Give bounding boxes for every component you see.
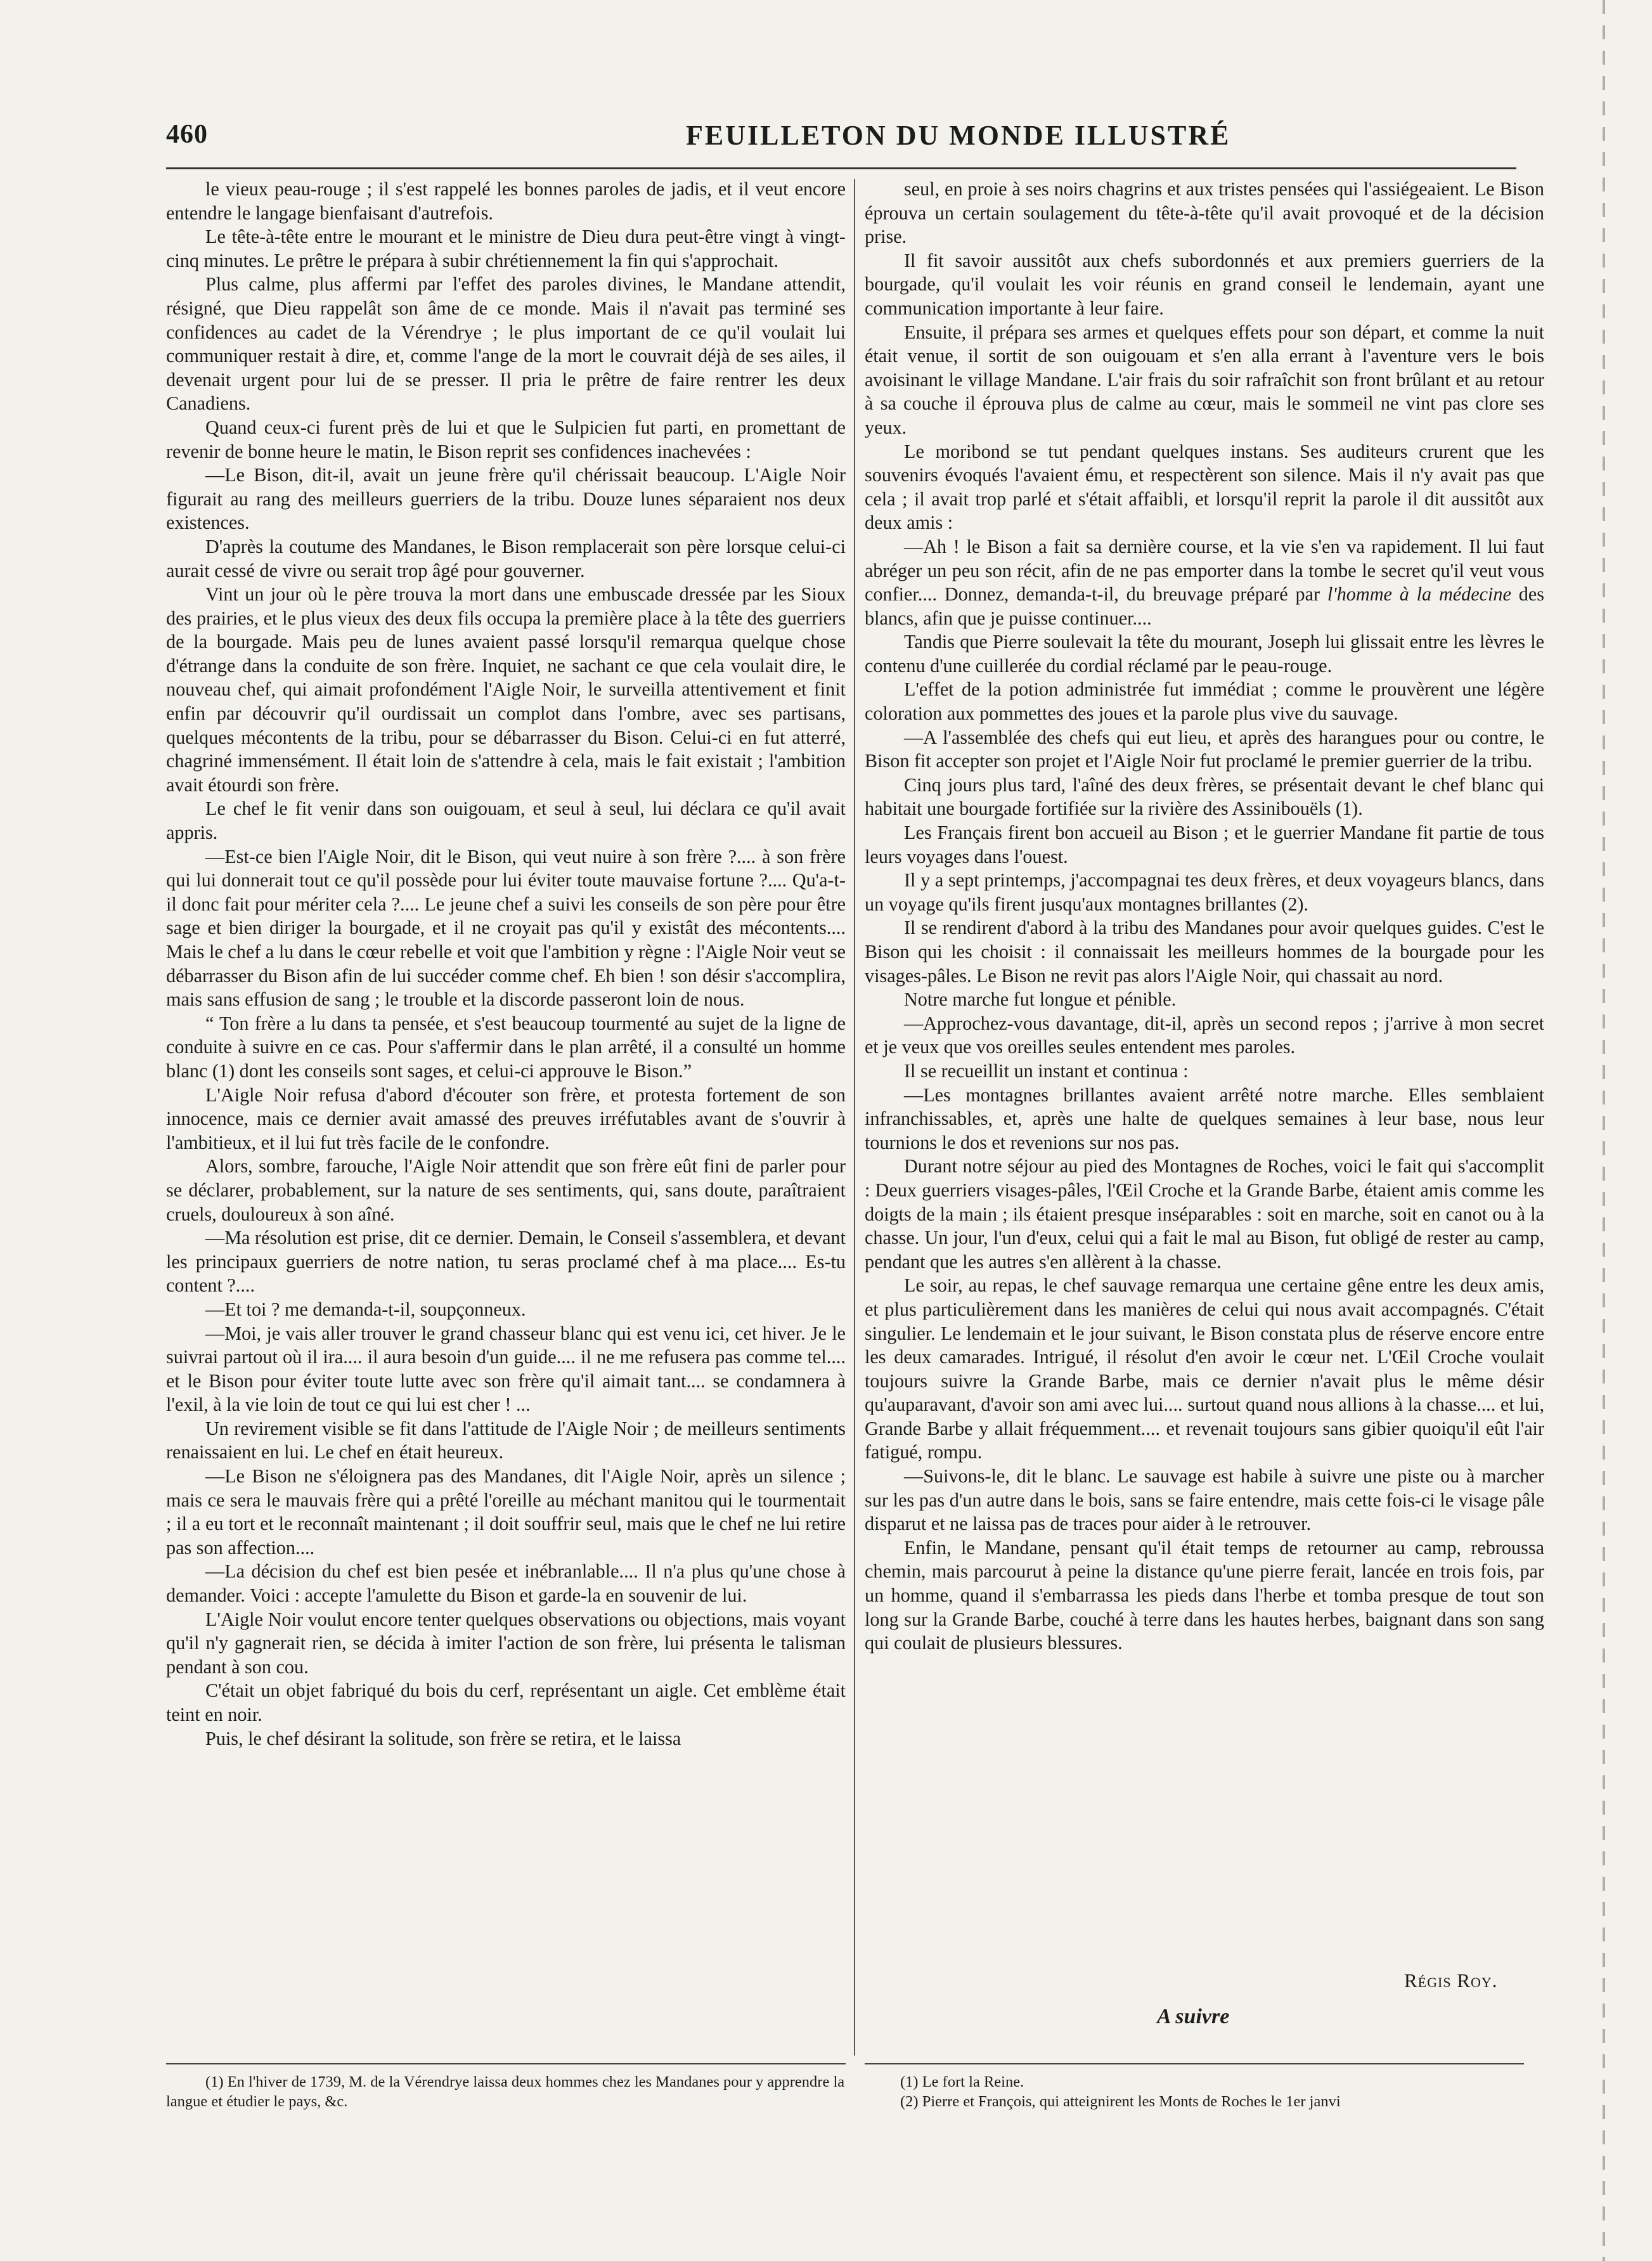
left-column bbox=[166, 178, 846, 2062]
paragraph: —Suivons-le, dit le blanc. Le sauvage est habile à suivre une piste ou à marcher sur les pas d'un autre dans le bois, sans se faire entendre, mais cette fois-ci le visage pâle disparut et ne laissa pas de traces pour aider à le retrouver. bbox=[865, 1465, 1544, 1535]
paragraph: —Le Bison ne s'éloignera pas des Mandanes, dit l'Aigle Noir, après un silence ; mais ce sera le mauvais frère qui a prêté l'oreille au méchant manitou qui le tourmentait ; il a eu tort et le reconnaît maintenant ; il doit souffrir seul, mais que le chef ne lui retire pas son affection.... bbox=[166, 1465, 846, 1558]
paragraph: Ensuite, il prépara ses armes et quelques effets pour son départ, et comme la nuit était venue, il sortit de son ouigouam et s'en alla errant à l'aventure vers le bois avoisinant le village Mandane. L'air frais du soir rafraîchit son front brûlant et au retour à sa couche il éprouva plus de calme au cœur, mais le sommeil ne vint pas clore ses yeux. bbox=[865, 321, 1544, 438]
footnote-rule-right bbox=[865, 2063, 1524, 2064]
footnote: (2) Pierre et François, qui atteignirent les Monts de Roches le 1er janvi bbox=[900, 2093, 1341, 2110]
header-rule bbox=[166, 167, 1516, 169]
paragraph: “ Ton frère a lu dans ta pensée, et s'est beaucoup tourmenté au sujet de la ligne de conduite à suivre en ce cas. Pour s'affermir dans le plan arrêté, il a consulté un homme blanc (1) dont les conseils sont sages, et celui-ci approuve le Bison.” bbox=[166, 1012, 846, 1082]
paragraph: Il se recueillit un instant et continua : bbox=[904, 1059, 1189, 1082]
paragraph: L'Aigle Noir refusa d'abord d'écouter son frère, et protesta fortement de son innocence, mais ce dernier avait amassé des preuves irréfutables avant de s'ouvrir à l'ambitieux, et il lui fut très facile de le confondre. bbox=[166, 1084, 846, 1153]
paragraph: —Les montagnes brillantes avaient arrêté notre marche. Elles semblaient infranchissables, et, après une halte de quelques semaines à leur base, nous leur tournions le dos et revenions sur nos pas. bbox=[865, 1084, 1544, 1153]
paragraph: C'était un objet fabriqué du bois du cerf, représentant un aigle. Cet emblème était teint en noir. bbox=[166, 1680, 846, 1725]
paragraph: D'après la coutume des Mandanes, le Bison remplacerait son père lorsque celui-ci aurait cessé de vivre ou serait trop âgé pour gouverner. bbox=[166, 535, 846, 581]
paragraph: Il se rendirent d'abord à la tribu des Mandanes pour avoir quelques guides. C'est le Bison qui les choisit : il connaissait les meilleurs hommes de la bourgade pour les visages-pâles. Le Bison ne revit pas alors l'Aigle Noir, qui chassait au nord. bbox=[865, 917, 1544, 987]
paragraph: Puis, le chef désirant la solitude, son frère se retira, et le laissa bbox=[205, 1727, 681, 1749]
footnotes-right bbox=[900, 2072, 1528, 2111]
paragraph: —La décision du chef est bien pesée et inébranlable.... Il n'a plus qu'une chose à demander. Voici : accepte l'amulette du Bison et garde-la en souvenir de lui. bbox=[166, 1560, 846, 1607]
paragraph: —Et toi ? me demanda-t-il, soupçonneux. bbox=[205, 1298, 526, 1320]
running-title: FEUILLETON DU MONDE ILLUSTRÉ bbox=[686, 120, 1231, 151]
paragraph: —Ma résolution est prise, dit ce dernier. Demain, le Conseil s'assemblera, et devant les principaux guerriers de notre nation, tu seras proclamé chef à ma place.... Es-tu content ?.... bbox=[166, 1227, 846, 1297]
paragraph: Le tête-à-tête entre le mourant et le ministre de Dieu dura peut-être vingt à vingt-cinq minutes. Le prêtre le prépara à subir chrétiennement la fin qui s'approchait. bbox=[166, 226, 846, 271]
paragraph: Plus calme, plus affermi par l'effet des paroles divines, le Mandane attendit, résigné, que Dieu rappelât son âme de ce monde. Mais il n'avait pas terminé ses confidences au cadet de la Vérendrye ; le plus important de ce qu'il voulait lui communiquer restait à dire, et, comme l'ange de la mort le couvrait déjà de ses ailes, il devenait urgent pour lui de se presser. Il pria le prêtre de faire rentrer les deux Canadiens. bbox=[166, 273, 846, 415]
paragraph: Le moribond se tut pendant quelques instans. Ses auditeurs crurent que les souvenirs évoqués l'avaient ému, et respectèrent son silence. Mais il n'y avait pas que cela ; il avait trop parlé et s'était affaibli, et lorsqu'il reprit la parole il dit aussitôt aux deux amis : bbox=[865, 440, 1544, 534]
paragraph: Il fit savoir aussitôt aux chefs subordonnés et aux premiers guerriers de la bourgade, qu'il voulait les voir réunis en grand conseil le lendemain, ayant une communication importante à leur faire. bbox=[865, 249, 1544, 319]
paragraph: Enfin, le Mandane, pensant qu'il était temps de retourner au camp, rebroussa chemin, mais parcourut à peine la distance qu'une pierre ferait, lancée en trois fois, par un homme, quand il s'embarrassa les pieds dans l'herbe et tomba presque de tout son long sur la Grande Barbe, couché à terre dans les hautes herbes, baignant dans son sang qui coulait de plusieurs blessures. bbox=[865, 1536, 1544, 1654]
column-divider bbox=[854, 179, 855, 2056]
paragraph: Le chef le fit venir dans son ouigouam, et seul à seul, lui déclara ce qu'il avait appris. bbox=[166, 798, 846, 844]
paragraph: —Approchez-vous davantage, dit-il, après un second repos ; j'arrive à mon secret et je veux que vos oreilles seules entendent mes paroles. bbox=[865, 1012, 1544, 1058]
footnotes-left bbox=[166, 2072, 846, 2111]
paragraph: —Est-ce bien l'Aigle Noir, dit le Bison, qui veut nuire à son frère ?.... à son frère qui lui donnerait tout ce qu'il possède pour lui éviter toute mauvaise fortune ?.... Qu'a-t-il donc fait pour mériter cela ?.... Le jeune chef a suivi les conseils de son père pour être sage et bien diriger la bourgade, et il ne croyait pas qu'il y existât des mécontents.... Mais le chef a lu dans le cœur rebelle et voit que l'ambition y règne : l'Aigle Noir veut se débarrasser du Bison afin de lui succéder comme chef. Eh bien ! son désir s'accomplira, mais sans effusion de sang ; le trouble et la discorde passeront loin de nous. bbox=[166, 845, 846, 1011]
italic-phrase: l'homme à la médecine bbox=[1327, 583, 1511, 606]
paragraph: Notre marche fut longue et pénible. bbox=[904, 988, 1177, 1011]
paragraph: Un revirement visible se fit dans l'attitude de l'Aigle Noir ; de meilleurs sentiments renaissaient en lui. Le chef en était heureux. bbox=[166, 1417, 846, 1463]
page-number: 460 bbox=[166, 120, 208, 149]
footnote: (1) Le fort la Reine. bbox=[900, 2073, 1024, 2090]
paragraph: Il y a sept printemps, j'accompagnai tes deux frères, et deux voyageurs blancs, dans un voyage qu'ils firent jusqu'aux montagnes brillantes (2). bbox=[865, 869, 1544, 915]
paragraph: —A l'assemblée des chefs qui eut lieu, et après des harangues pour ou contre, le Bison fit accepter son projet et l'Aigle Noir fut proclamé le premier guerrier de la tribu. bbox=[865, 726, 1544, 772]
right-column bbox=[865, 178, 1544, 1999]
paragraph: —Le Bison, dit-il, avait un jeune frère qu'il chérissait beaucoup. L'Aigle Noir figurait au rang des meilleurs guerriers de la tribu. Douze lunes séparaient nos deux existences. bbox=[166, 464, 846, 534]
paragraph: Quand ceux-ci furent près de lui et que le Sulpicien fut parti, en promettant de revenir de bonne heure le matin, le Bison reprit ses confidences inachevées : bbox=[166, 416, 846, 462]
paragraph: L'Aigle Noir voulut encore tenter quelques observations ou objections, mais voyant qu'il n'y gagnerait rien, se décida à imiter l'action de son frère, lui présenta le talisman pendant à son cou. bbox=[166, 1608, 846, 1678]
footnote: (1) En l'hiver de 1739, M. de la Vérendrye laissa deux hommes chez les Mandanes pour y apprendre la langue et étudier le pays, &c. bbox=[166, 2073, 845, 2110]
paragraph: —Ah ! le Bison a fait sa dernière course, et la vie s'en va rapidement. Il lui faut abréger un peu son récit, afin de ne pas emporter dans la tombe le secret qu'il veut vous confier.... Donnez, demanda-t-il, du breuvage préparé par l'homme à la médecine des blancs, afin que je puisse continuer.... bbox=[865, 535, 1545, 629]
paragraph: le vieux peau-rouge ; il s'est rappelé les bonnes paroles de jadis, et il veut encore entendre le langage bienfaisant d'autrefois. bbox=[166, 178, 846, 224]
paragraph: seul, en proie à ses noirs chagrins et aux tristes pensées qui l'assiégeaient. Le Bison éprouva un certain soulagement du tête-à-tête qu'il avait provoqué et de la décision prise. bbox=[865, 178, 1544, 248]
paragraph: —Moi, je vais aller trouver le grand chasseur blanc qui est venu ici, cet hiver. Je le suivrai partout où il ira.... il aura besoin d'un guide.... il ne me refusera pas comme tel.... et le Bison pour éviter toute lutte avec son frère qu'il aimait tant.... se condamnera à l'exil, à la vie loin de tout ce qui lui est cher ! ... bbox=[166, 1322, 846, 1416]
paragraph: Alors, sombre, farouche, l'Aigle Noir attendit que son frère eût fini de parler pour se déclarer, probablement, sur la nature de ses sentiments, qui, sans doute, paraîtraient cruels, douloureux à son aîné. bbox=[166, 1155, 846, 1225]
paragraph: Les Français firent bon accueil au Bison ; et le guerrier Mandane fit partie de tous leurs voyages dans l'ouest. bbox=[865, 822, 1544, 867]
paragraph: Durant notre séjour au pied des Montagnes de Roches, voici le fait qui s'accomplit : Deux guerriers visages-pâles, l'Œil Croche et la Grande Barbe, étaient amis comme les doigts de la main ; ils étaient presque inséparables : soit en marche, soit en canot ou à la chasse. Un jour, l'un d'eux, celui qui a fait le mal au Bison, fut obligé de rester au camp, pendant que les autres s'en allèrent à la chasse. bbox=[865, 1155, 1544, 1273]
paragraph: Cinq jours plus tard, l'aîné des deux frères, se présentait devant le chef blanc qui habitait une bourgade fortifiée sur la rivière des Assinibouëls (1). bbox=[865, 774, 1544, 820]
paragraph: L'effet de la potion administrée fut immédiat ; comme le prouvèrent une légère coloration aux pommettes des joues et la parole plus vive du sauvage. bbox=[865, 678, 1544, 725]
paragraph: Vint un jour où le père trouva la mort dans une embuscade dressée par les Sioux des prairies, et le plus vieux des deux fils occupa la première place à la tête des guerriers de la bourgade. Mais peu de lunes avaient passé lorsqu'il remarqua quelque chose d'étrange dans la conduite de son frère. Inquiet, ne sachant ce que cela voulait dire, le nouveau chef, qui aimait profondément l'Aigle Noir, le surveilla attentivement et finit enfin par découvrir qu'il ourdissait un complot dans l'ombre, avec ses partisans, quelques mécontents de la tribu, pour se débarrasser du Bison. Celui-ci en fut atterré, chagriné immensément. Il était loin de s'attendre à cela, mais le fait existait ; l'ambition avait étourdi son frère. bbox=[166, 583, 846, 796]
page-header bbox=[166, 119, 1516, 166]
author-signature: Régis Roy. bbox=[1404, 1969, 1498, 1992]
paragraph: Tandis que Pierre soulevait la tête du mourant, Joseph lui glissait entre les lèvres le contenu d'une cuillerée du cordial réclamé par le peau-rouge. bbox=[865, 631, 1544, 677]
footnote-rule-left bbox=[166, 2063, 846, 2064]
to-be-continued: A suivre bbox=[1157, 2005, 1230, 2028]
binding-edge-mark bbox=[1603, 0, 1605, 2261]
paragraph: Le soir, au repas, le chef sauvage remarqua une certaine gêne entre les deux amis, et plus particulièrement dans les manières de celui qui nous avait accompagnés. C'était singulier. Le lendemain et le jour suivant, le Bison constata plus de réserve encore entre les deux camarades. Intrigué, il résolut d'en avoir le cœur net. L'Œil Croche voulait toujours suivre la Grande Barbe, mais ce dernier n'avait plus le même désir qu'auparavant, d'avoir son ami avec lui.... surtout quand nous allions à la chasse.... et lui, Grande Barbe y allait fréquemment.... et revenait toujours sans gibier quoiqu'il eût l'air fatigué, rompu. bbox=[865, 1274, 1544, 1463]
